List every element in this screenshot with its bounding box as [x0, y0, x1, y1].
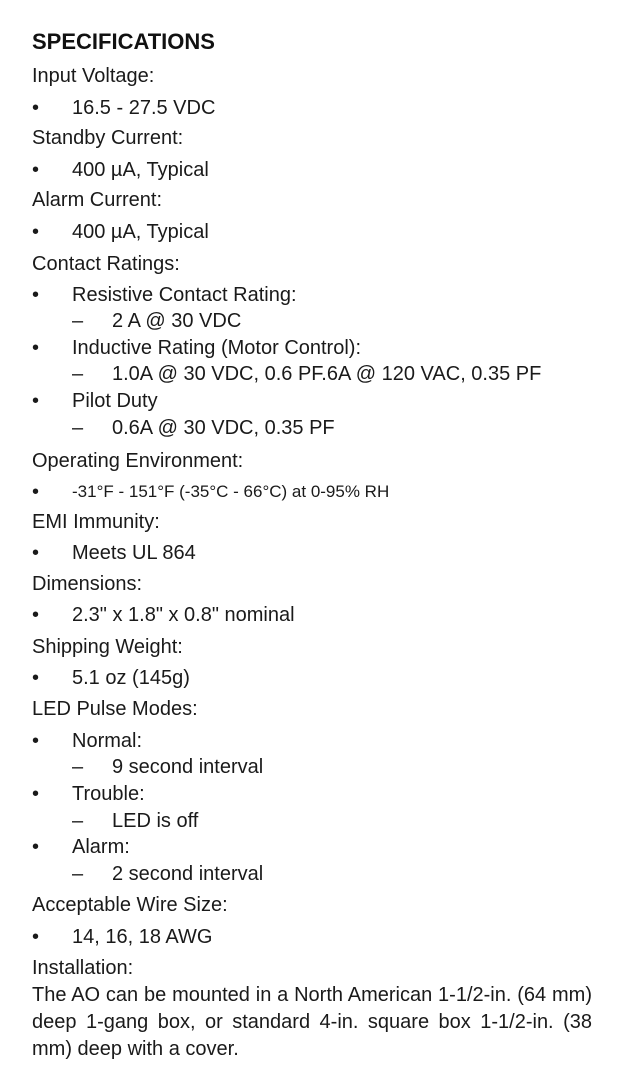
spec-value-resistive-rating: 2 A @ 30 VDC: [112, 310, 242, 332]
spec-value-operating-environment: -31°F - 151°F (-35°C - 66°C) at 0-95% RH: [72, 482, 390, 501]
dash-symbol: –: [72, 863, 84, 885]
spec-value-pilot-duty: 0.6A @ 30 VDC, 0.35 PF: [112, 417, 335, 439]
spec-item-inductive-rating: Inductive Rating (Motor Control):: [72, 337, 362, 359]
bullet-symbol: •: [32, 783, 40, 805]
spec-value-input-voltage: 16.5 - 27.5 VDC: [72, 97, 216, 119]
dash-symbol: –: [72, 810, 84, 832]
spec-item-normal-mode: Normal:: [72, 730, 143, 752]
spec-heading-installation: Installation:: [32, 957, 134, 979]
bullet-symbol: •: [32, 836, 40, 858]
spec-item-pilot-duty: Pilot Duty: [72, 390, 158, 412]
spec-value-inductive-rating: 1.0A @ 30 VDC, 0.6 PF.6A @ 120 VAC, 0.35 PF: [112, 363, 542, 385]
spec-item-trouble-mode: Trouble:: [72, 783, 145, 805]
spec-item-alarm-mode: Alarm:: [72, 836, 130, 858]
spec-heading-alarm-current: Alarm Current:: [32, 189, 163, 211]
spec-heading-operating-environment: Operating Environment:: [32, 450, 244, 472]
bullet-symbol: •: [32, 481, 40, 503]
dash-symbol: –: [72, 310, 84, 332]
spec-heading-dimensions: Dimensions:: [32, 573, 143, 595]
bullet-symbol: •: [32, 604, 40, 626]
dash-symbol: –: [72, 417, 84, 439]
spec-value-alarm-current: 400 µA, Typical: [72, 221, 209, 243]
bullet-symbol: •: [32, 390, 40, 412]
bullet-symbol: •: [32, 926, 40, 948]
spec-value-standby-current: 400 µA, Typical: [72, 159, 209, 181]
spec-heading-led-pulse-modes: LED Pulse Modes:: [32, 698, 198, 720]
bullet-symbol: •: [32, 284, 40, 306]
spec-value-shipping-weight: 5.1 oz (145g): [72, 667, 190, 689]
bullet-symbol: •: [32, 97, 40, 119]
spec-value-normal-mode: 9 second interval: [112, 756, 264, 778]
spec-heading-standby-current: Standby Current:: [32, 127, 184, 149]
spec-item-resistive-rating: Resistive Contact Rating:: [72, 284, 297, 306]
installation-paragraph: The AO can be mounted in a North American 1-1/2-in. (64 mm) deep 1-gang box, or standard 4-in. square box 1-1/2-in. (38 mm) deep with a cover.: [32, 984, 592, 1060]
spec-heading-input-voltage: Input Voltage:: [32, 65, 155, 87]
bullet-symbol: •: [32, 337, 40, 359]
spec-heading-contact-ratings: Contact Ratings:: [32, 253, 180, 275]
bullet-symbol: •: [32, 221, 40, 243]
spec-value-alarm-mode: 2 second interval: [112, 863, 264, 885]
dash-symbol: –: [72, 363, 84, 385]
dash-symbol: –: [72, 756, 84, 778]
spec-heading-emi-immunity: EMI Immunity:: [32, 511, 160, 533]
spec-value-emi-immunity: Meets UL 864: [72, 542, 196, 564]
bullet-symbol: •: [32, 730, 40, 752]
spec-value-dimensions: 2.3" x 1.8" x 0.8" nominal: [72, 604, 295, 626]
bullet-symbol: •: [32, 159, 40, 181]
spec-value-wire-size: 14, 16, 18 AWG: [72, 926, 213, 948]
spec-value-trouble-mode: LED is off: [112, 810, 199, 832]
bullet-symbol: •: [32, 542, 40, 564]
spec-heading-shipping-weight: Shipping Weight:: [32, 636, 183, 658]
page-title: SPECIFICATIONS: [32, 29, 215, 54]
spec-heading-wire-size: Acceptable Wire Size:: [32, 894, 228, 916]
bullet-symbol: •: [32, 667, 40, 689]
